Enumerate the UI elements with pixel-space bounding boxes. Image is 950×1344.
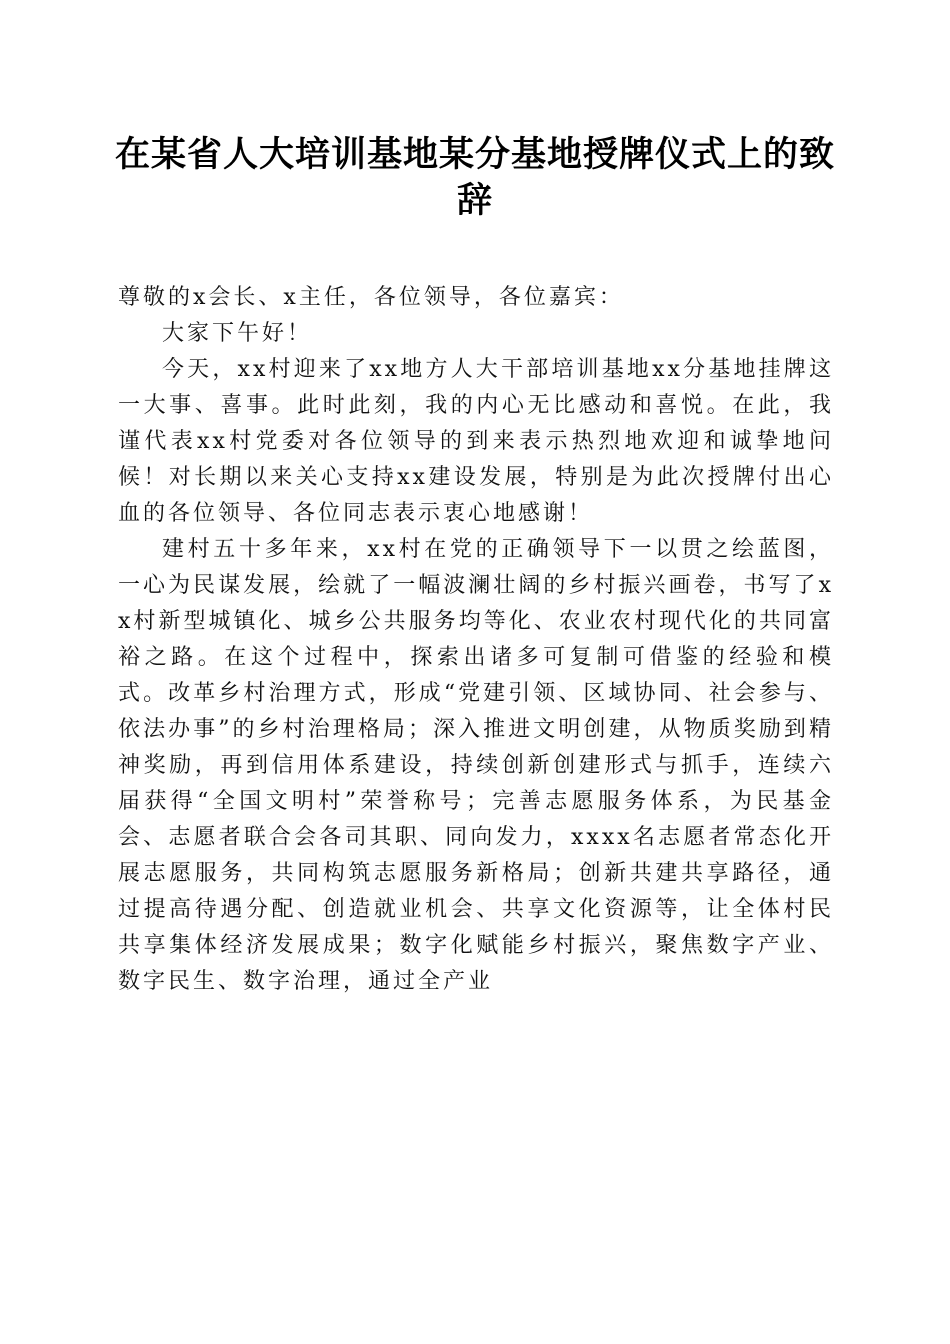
document-title: 在某省人大培训基地某分基地授牌仪式上的致辞	[114, 134, 835, 221]
history-paragraph: 建村五十多年来，xx村在党的正确领导下一以贯之绘蓝图，一心为民谋发展，绘就了一幅波澜壮阔的乡村振兴画卷，书写了xx村新型城镇化、城乡公共服务均等化、农业农村现代化的共同富裕之路。在这个过程中，探索出诸多可复制可借鉴的经验和模式。改革乡村治理方式，形成“党建引领、区域协同、社会参与、依法办事”的乡村治理格局；深入推进文明创建，从物质奖励到精神奖励，再到信用体系建设，持续创新创建形式与抓手，连续六届获得“全国文明村”荣誉称号；完善志愿服务体系，为民基金会、志愿者联合会各司其职、同向发力，xxxx名志愿者常态化开展志愿服务，共同构筑志愿服务新格局；创新共建共享路径，通过提高待遇分配、创造就业机会、共享文化资源等，让全体村民共享集体经济发展成果；数字化赋能乡村振兴，聚焦数字产业、数字民生、数字治理，通过全产业	[118, 537, 834, 994]
welcome-paragraph: 今天，xx村迎来了xx地方人大干部培训基地xx分基地挂牌这一大事、喜事。此时此刻，我的内心无比感动和喜悦。在此，我谨代表xx村党委对各位领导的到来表示热烈地欢迎和诚挚地问候！对长期以来关心支持xx建设发展，特别是为此次授牌付出心血的各位领导、各位同志表示衷心地感谢！	[118, 357, 834, 526]
salutation: 尊敬的x会长、x主任，各位领导，各位嘉宾：	[118, 285, 624, 310]
document-body	[118, 280, 834, 1000]
greeting-paragraph: 大家下午好！	[162, 321, 313, 346]
